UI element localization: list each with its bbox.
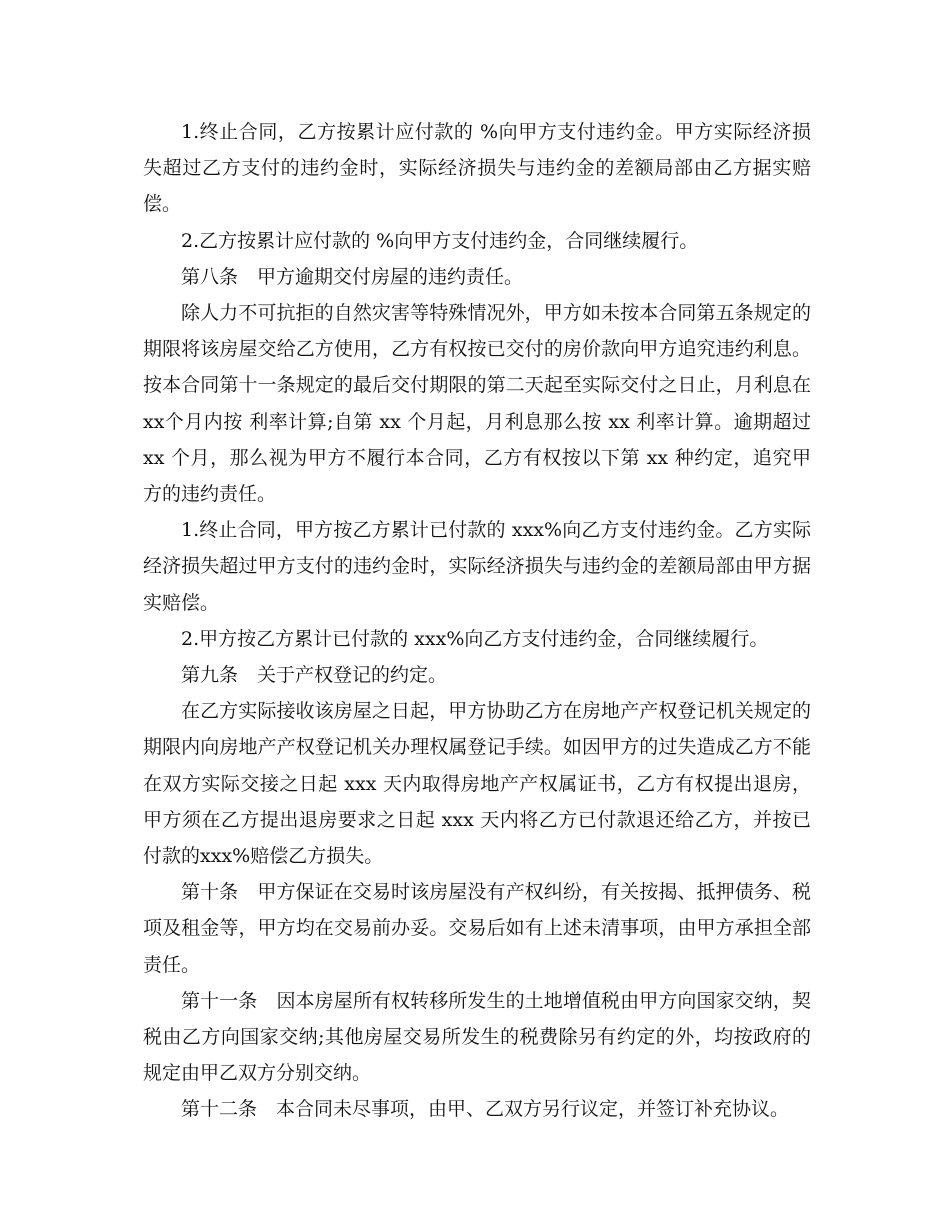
paragraph-continue-buyer-penalty: 2.乙方按累计应付款的 %向甲方支付违约金，合同继续履行。 (181, 229, 699, 252)
paragraph-continue-seller-penalty: 2.甲方按乙方累计已付款的 xxx%向乙方支付违约金，合同继续履行。 (181, 627, 769, 650)
document-body (143, 114, 811, 1128)
paragraph-article-8-body: 除人力不可抗拒的自然灾害等特殊情况外，甲方如未按本合同第五条规定的期限将该房屋交给乙方使用，乙方有权按已交付的房价款向甲方追究违约利息。按本合同第十一条规定的最后交付期限的第二天起至实际交付之日止，月利息在xx个月内按 利率计算;自第 xx 个月起，月利息那么按 xx 利率计算。逾期超过 xx 个月，那么视为甲方不履行本合同，乙方有权按以下第 xx 种约定，追究甲方的违约责任。 (143, 302, 811, 506)
paragraph-article-9-body: 在乙方实际接收该房屋之日起，甲方协助乙方在房地产产权登记机关规定的期限内向房地产产权登记机关办理权属登记手续。如因甲方的过失造成乙方不能在双方实际交接之日起 xxx 天内取得房地产产权属证书，乙方有权提出退房，甲方须在乙方提出退房要求之日起 xxx 天内将乙方已付款退还给乙方，并按已付款的xxx%赔偿乙方损失。 (143, 700, 811, 868)
article-12: 第十二条 本合同未尽事项，由甲、乙双方另行议定，并签订补充协议。 (181, 1098, 790, 1121)
article-8-heading: 第八条 甲方逾期交付房屋的违约责任。 (181, 265, 524, 288)
article-11: 第十一条 因本房屋所有权转移所发生的土地增值税由甲方向国家交纳，契税由乙方向国家交纳;其他房屋交易所发生的税费除另有约定的外，均按政府的规定由甲乙双方分别交纳。 (143, 989, 811, 1085)
article-9-heading: 第九条 关于产权登记的约定。 (181, 664, 448, 687)
paragraph-termination-buyer-penalty: 1.终止合同，乙方按累计应付款的 %向甲方支付违约金。甲方实际经济损失超过乙方支付的违约金时，实际经济损失与违约金的差额局部由乙方据实赔偿。 (143, 121, 811, 216)
article-10: 第十条 甲方保证在交易时该房屋没有产权纠纷，有关按揭、抵押债务、税项及租金等，甲方均在交易前办妥。交易后如有上述未清事项，由甲方承担全部责任。 (143, 881, 811, 976)
paragraph-termination-seller-penalty: 1.终止合同，甲方按乙方累计已付款的 xxx%向乙方支付违约金。乙方实际经济损失超过甲方支付的违约金时，实际经济损失与违约金的差额局部由甲方据实赔偿。 (143, 519, 811, 614)
